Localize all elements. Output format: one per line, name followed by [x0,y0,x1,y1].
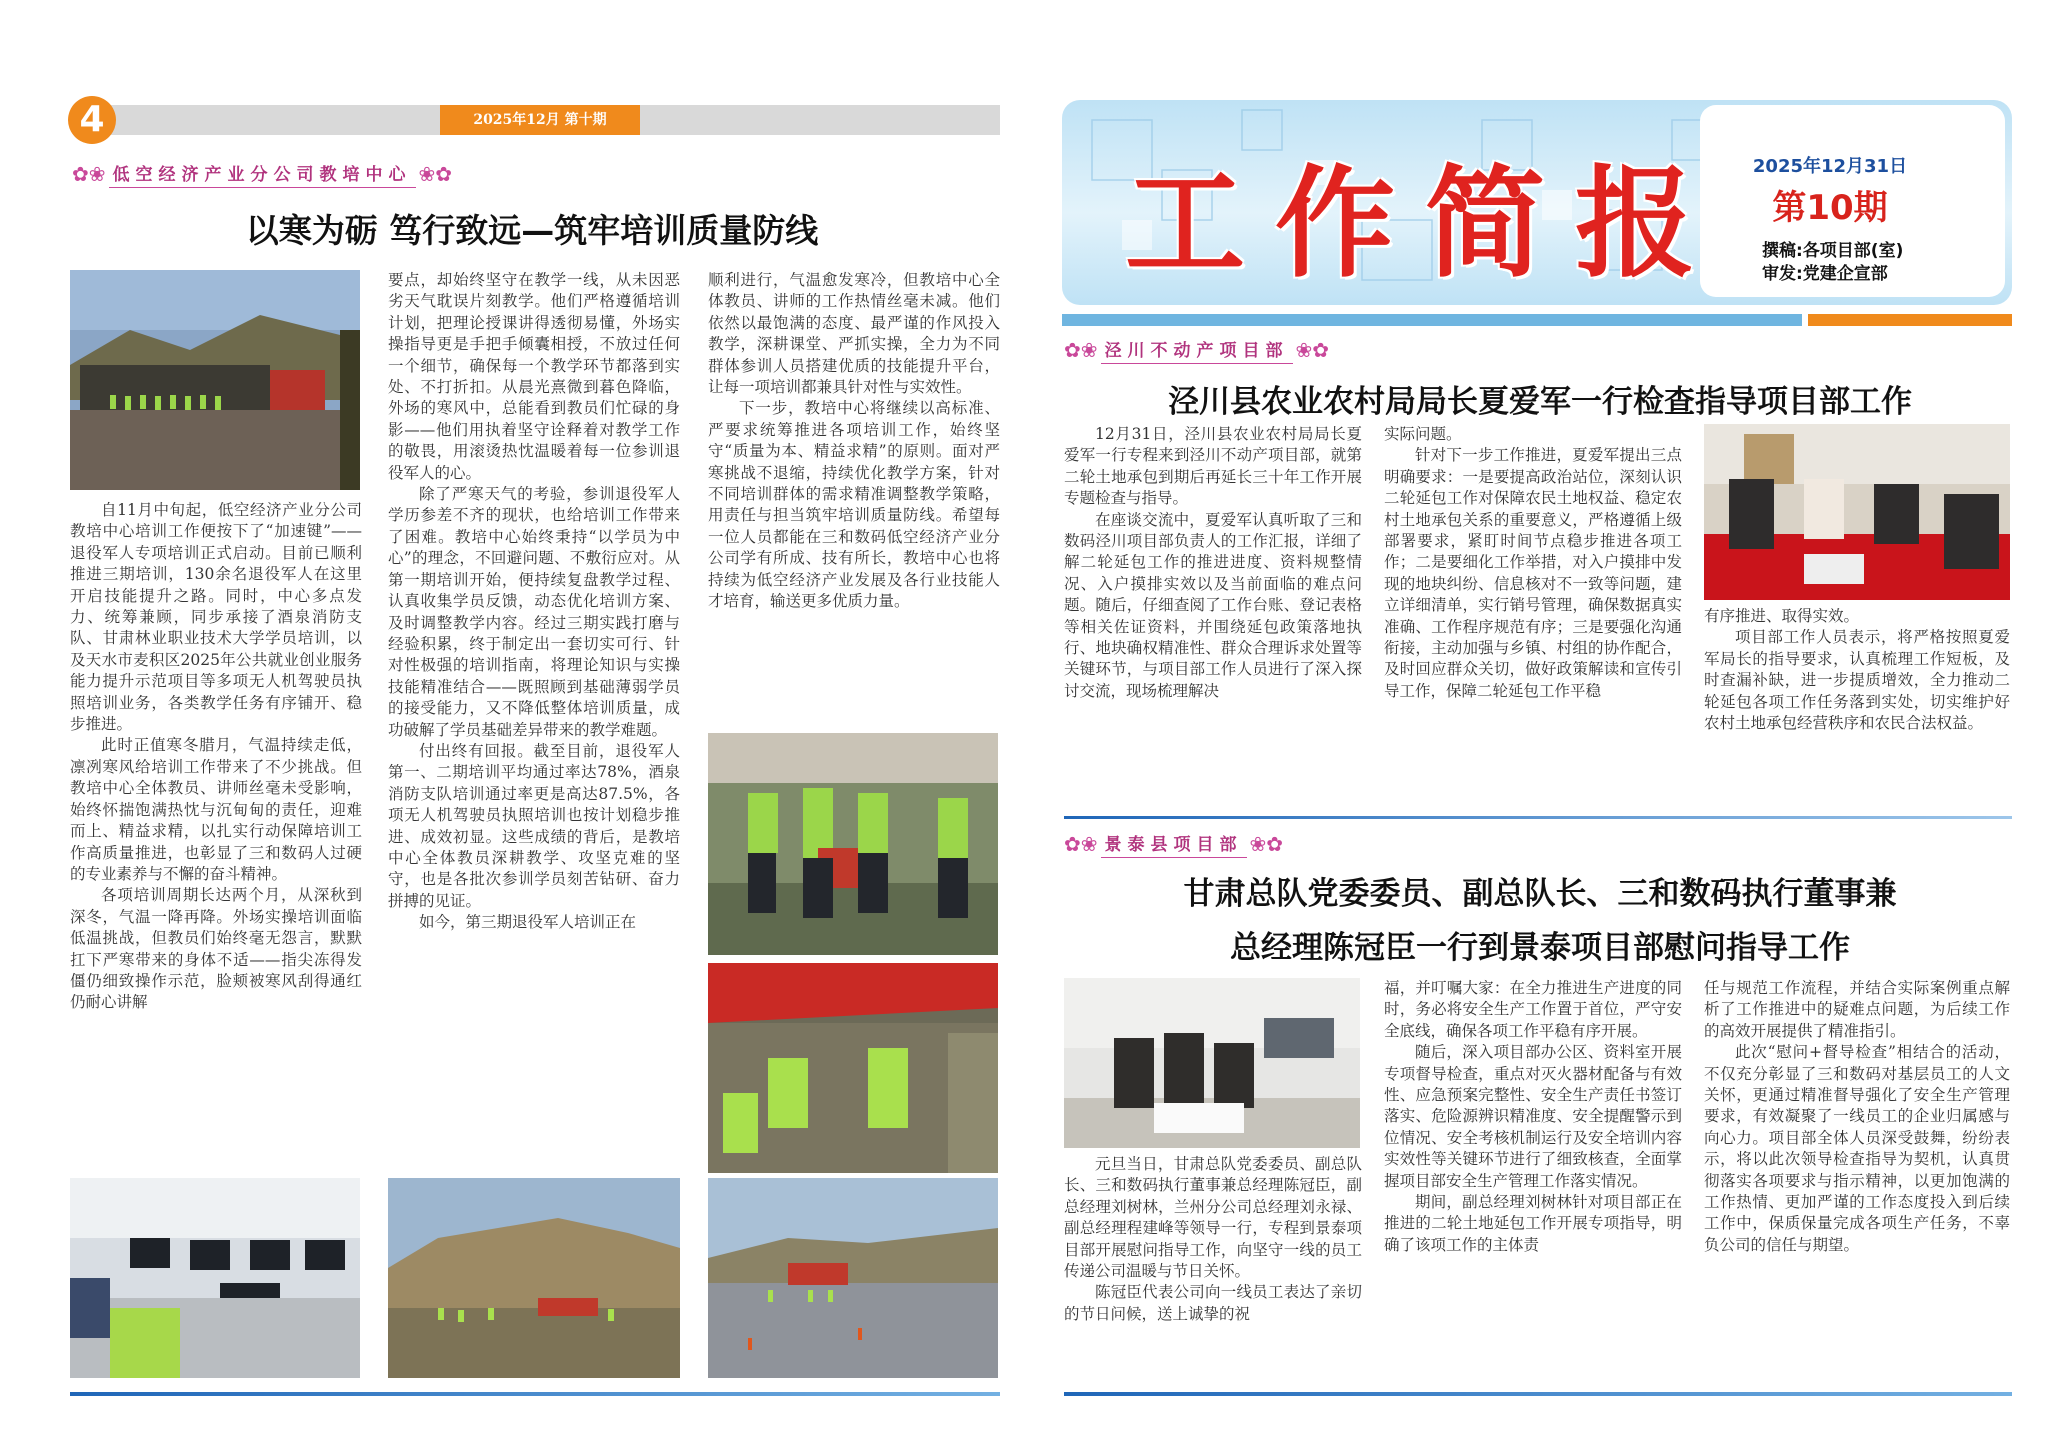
article2-text-col1 [1064,1154,1362,1378]
paragraph: 如今，第三期退役军人培训正在 [419,913,637,932]
paragraph: 顺利进行，气温愈发寒冷，但教培中心全体教员、讲师的工作热情丝毫未减。他们依然以最饱满的态度、最严谨的作风投入教学，深耕课堂、严抓实操，全力为不同群体参训人员搭建优质的技能提升平台，让每一项培训都兼具针对性与实效性。 [708,271,1000,397]
masthead-title: 工作简报 [1125,155,1725,294]
paragraph: 要点，却始终坚守在教学一线，从未因恶劣天气耽误片刻教学。他们严格遵循培训计划，把理论授课讲得透彻易懂，外场实操指导更是手把手倾囊相授，不放过任何一个细节，确保每一个教学环节都落到实处、不打折扣。从晨光熹微到暮色降临，外场的寒风中，总能看到教员们忙碌的身影——他们用执着坚守诠释着对教学工作的敬畏，用滚烫热忱温暖着每一位参训退役军人的心。 [388,271,680,482]
dept-tag-jingchuan [1064,336,1329,364]
article1-headline: 泾川县农业农村局局长夏爱军一行检查指导项目部工作 [1168,384,1912,420]
dept-tag-jingtai [1064,830,1283,858]
flower-ornament-icon: ❀✿ [1249,832,1284,856]
page-number: 4 [68,96,116,144]
photo-training-ground [708,1178,998,1378]
paragraph: 此时正值寒冬腊月，气温持续走低，凛冽寒风给培训工作带来了不少挑战。但教培中心全体教员、讲师丝毫未受影响，始终怀揣饱满热忱与沉甸甸的责任，迎难而上、精益求精，以扎实行动保障培训工作高质量推进，也彰显了三和数码人过硬的专业素养与不懈的奋斗精神。 [70,736,362,883]
masthead-rule-orange [1808,314,2012,326]
paragraph: 项目部工作人员表示，将严格按照夏爱军局长的指导要求，认真梳理工作短板，及时查漏补缺，进一步提质增效，全力推动二轮延包各项工作任务落到实处，切实维护好农村土地承包经营秩序和农民合法权益。 [1704,628,2010,733]
paragraph: 在座谈交流中，夏爱军认真听取了三和数码泾川项目部负责人的工作汇报，详细了解二轮延包工作的推进进度、资料规整情况、入户摸排实效以及当前面临的难点问题。随后，仔细查阅了工作台账、登记表格等相关佐证资料，并围绕延包政策落地执行、地块确权精准性、群众合理诉求处置等关键环节，与项目部工作人员进行了深入探讨交流，现场梳理解决 [1064,510,1362,700]
flower-ornament-icon: ❀✿ [1295,338,1330,362]
issue-number: 第10期 [1772,188,1888,228]
paragraph: 陈冠臣代表公司向一线员工表达了亲切的节日问候，送上诚挚的祝 [1064,1283,1362,1323]
paragraph: 自11月中旬起，低空经济产业分公司教培中心培训工作便按下了“加速键”——退役军人专项培训正式启动。目前已顺利推进三期培训，130余名退役军人在这里开启技能提升之路。同时，中心多点发力、统筹兼顾，同步承接了酒泉消防支队、甘肃林业职业技术大学学员培训，以及天水市麦积区2025年公共就业创业服务能力提升示范项目等多项无人机驾驶员执照培训业务，各类教学任务有序铺开、稳步推进。 [70,501,362,734]
article-text-left-col1 [70,500,362,1160]
photo-computer-lab [70,1178,360,1378]
photo-training-building [70,270,360,490]
masthead-credits [1762,240,1903,286]
paragraph: 12月31日，泾川县农业农村局局长夏爱军一行专程来到泾川不动产项目部，就第二轮土地承包到期后再延长三十年工作开展专题检查与指导。 [1064,425,1362,508]
dept-label: 景泰县项目部 [1101,830,1247,858]
photo-inspection-meeting [1704,424,2010,600]
paragraph: 随后，深入项目部办公区、资料室开展专项督导检查，重点对灭火器材配备与有效性、应急预案完整性、安全生产责任书签订落实、危险源辨识精准度、安全提醒警示到位情况、安全考核机制运行及安全培训内容实效性等关键环节进行了细致核查，全面掌握项目部安全生产管理工作落实情况。 [1384,1043,1682,1190]
article-text-left-col2 [388,270,680,1158]
dept-label: 低空经济产业分公司教培中心 [109,160,416,188]
paragraph: 此次“慰问+督导检查”相结合的活动，不仅充分彰显了三和数码对基层员工的人文关怀，更通过精准督导强化了安全生产管理要求，有效凝聚了一线员工的企业归属感与向心力。项目部全体人员深受鼓舞，纷纷表示，将以此次领导检查指导为契机，认真贯彻落实各项要求与指示精神，以更加饱满的工作热情、更加严谨的工作态度投入到后续工作中，保质保量完成各项生产任务，不辜负公司的信任与期望。 [1704,1043,2010,1254]
paragraph: 任与规范工作流程，并结合实际案例重点解析了工作推进中的疑难点问题，为后续工作的高效开展提供了精准指引。 [1704,979,2010,1040]
flower-ornament-icon: ❀✿ [418,162,453,186]
paragraph: 有序推进、取得实效。 [1704,607,1860,625]
paragraph: 付出终有回报。截至目前，退役军人第一、二期培训平均通过率达78%，酒泉消防支队培训通过率更是高达87.5%，各项无人机驾驶员执照培训也按计划稳步推进、成效初显。这些成绩的背后，是教培中心全体教员深耕教学、攻坚克难的坚守，也是各批次参训学员刻苦钻研、奋力拼搏的见证。 [388,741,680,910]
credit-approver: 审发:党建企宣部 [1762,264,1888,284]
paragraph: 下一步，教培中心将继续以高标准、严要求统筹推进各项培训工作，始终坚守“质量为本、精益求精”的原则。面对严寒挑战不退缩，持续优化教学方案，针对不同培训群体的需求精准调整教学策略，用责任与担当筑牢培训质量防线。希望每一位人员都能在三和数码低空经济产业分公司学有所成、技有所长，教培中心也将持续为低空经济产业发展及各行业技能人才培育，输送更多优质力量。 [708,399,1000,611]
article1-text-col2 [1384,424,1682,808]
photo-field-practice [708,733,998,955]
bottom-rule-right [1064,1392,2012,1396]
paragraph: 福，并叮嘱大家：在全力推进生产进度的同时，务必将安全生产工作置于首位，严守安全底线，确保各项工作平稳有序开展。 [1384,979,1682,1040]
article1-text-col3 [1704,606,2010,786]
dept-tag-left [72,160,452,188]
flower-ornament-icon: ✿❀ [1064,832,1098,856]
paragraph: 各项培训周期长达两个月，从深秋到深冬，气温一降再降。外场实操培训面临低温挑战，但教员们始终毫无怨言，默默扛下严寒带来的身体不适——指尖冻得发僵仍细致操作示范，脸颊被寒风刮得通红仍耐心讲解 [70,886,362,1012]
photo-red-tent [708,963,998,1173]
paragraph: 元旦当日，甘肃总队党委委员、副总队长、三和数码执行董事兼总经理陈冠臣，副总经理刘树林，兰州分公司总经理刘永禄、副总经理程建峰等领导一行，专程到景泰项目部开展慰问指导工作，向坚守一线的员工传递公司温暖与节日关怀。 [1064,1155,1362,1281]
paragraph: 实际问题。 [1384,425,1462,443]
section-divider [1064,816,2012,819]
photo-office-visit [1064,978,1360,1148]
article-text-left-col3 [708,270,1000,725]
issue-line: 2025年12月 第十期 [440,105,640,135]
dept-label: 泾川不动产项目部 [1101,336,1293,364]
paragraph: 期间，副总经理刘树林针对项目部正在推进的二轮土地延包工作开展专项指导，明确了该项工作的主体责 [1384,1193,1682,1254]
article2-text-col2 [1384,978,1682,1378]
article2-text-col3 [1704,978,2010,1378]
article1-text-col1 [1064,424,1362,808]
article-headline-left: 以寒为砺 笃行致远—筑牢培训质量防线 [245,211,819,250]
article2-headline-line2: 总经理陈冠臣一行到景泰项目部慰问指导工作 [1230,930,1850,966]
paragraph: 除了严寒天气的考验，参训退役军人学历参差不齐的现状，也给培训工作带来了困难。教培中心始终秉持“以学员为中心”的理念，不回避问题、不敷衍应对。从第一期培训开始，便持续复盘教学过程、认真收集学员反馈，动态优化培训方案、及时调整教学内容。经过三期实践打磨与经验积累，终于制定出一套切实可行、针对性极强的培训指南，将理论知识与实操技能精准结合——既照顾到基础薄弱学员的接受能力，又不降低整体培训质量，成功破解了学员基础差异带来的教学难题。 [388,485,680,739]
paragraph: 针对下一步工作推进，夏爱军提出三点明确要求：一是要提高政治站位，深刻认识二轮延包工作对保障农民土地权益、稳定农村土地承包关系的重要意义，严格遵循上级部署要求，紧盯时间节点稳步推进各项工作；二是要细化工作举措，对入户摸排中发现的地块纠纷、信息核对不一致等问题，建立详细清单，实行销号管理，确保数据真实准确、工作程序规范有序；三是要强化沟通衔接，主动加强与乡镇、村组的协作配合，及时回应群众关切，做好政策解读和宣传引导工作，保障二轮延包工作平稳 [1384,446,1682,700]
masthead-rule-blue [1062,314,1802,326]
article2-headline-line1: 甘肃总队党委委员、副总队长、三和数码执行董事兼 [1183,876,1897,912]
credit-writer: 撰稿:各项目部(室) [1762,241,1904,261]
issue-date: 2025年12月31日 [1752,156,1908,177]
bottom-rule-left [70,1392,1000,1396]
flower-ornament-icon: ✿❀ [1064,338,1098,362]
flower-ornament-icon: ✿❀ [72,162,106,186]
photo-hillside-field [388,1178,680,1378]
